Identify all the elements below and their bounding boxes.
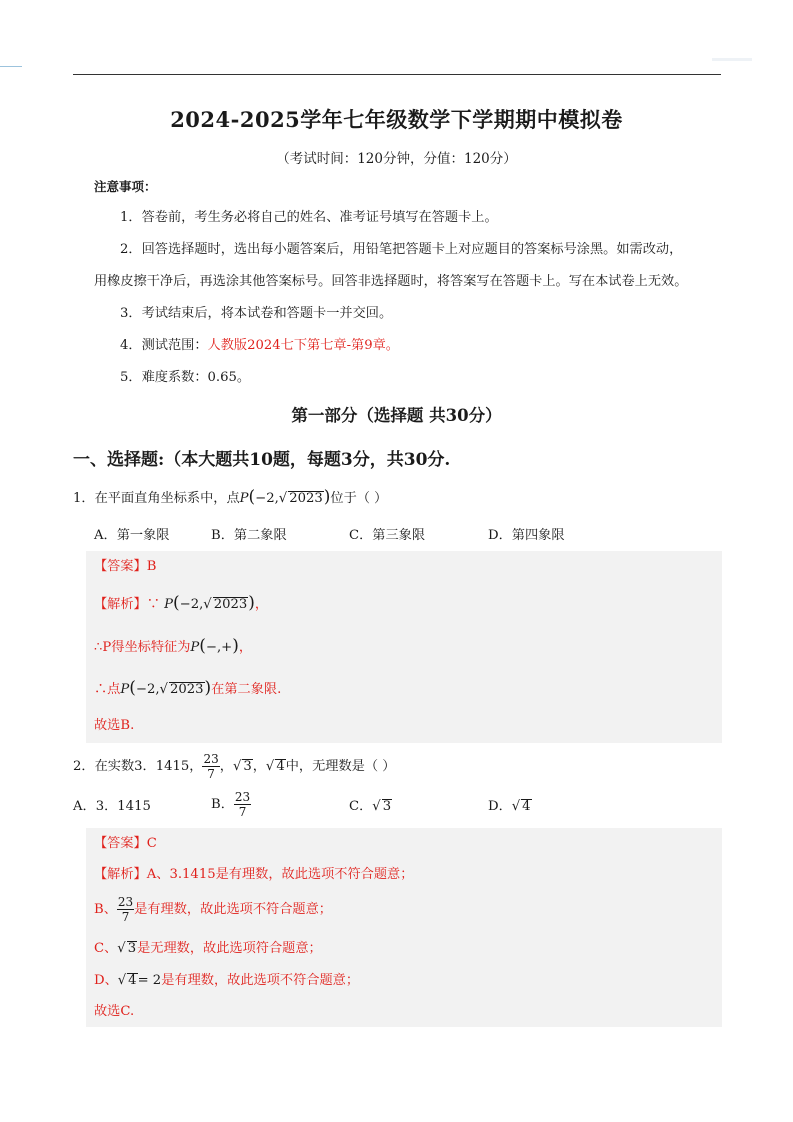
- coord-x: −2,: [255, 491, 279, 506]
- point-label: P: [190, 640, 200, 655]
- separator: ，: [252, 759, 266, 774]
- note-item-range: [120, 337, 399, 355]
- radicand: 2023: [169, 682, 204, 697]
- analysis-2-line4: D、√ 4= 2是有理数，故此选项不符合题意；: [94, 973, 360, 988]
- fraction-numerator: 23: [234, 790, 251, 804]
- point-label: P: [164, 597, 174, 612]
- corner-mark: [0, 66, 22, 67]
- analysis-text: 是无理数，故此选项符合题意；: [137, 941, 322, 956]
- option-b: [211, 790, 251, 819]
- fraction: [202, 752, 219, 781]
- option-a: A．第一象限: [94, 528, 170, 543]
- analysis-tag: 【解析】∵: [94, 597, 160, 612]
- analysis-text: 是有理数，故此选项不符合题意；: [134, 902, 332, 917]
- fraction: [117, 895, 134, 924]
- conclusion-2: 故选C.: [94, 1004, 135, 1019]
- separator: ，: [219, 759, 233, 774]
- note-item: 3．考试结束后，将本试卷和答题卡一并交回。: [120, 306, 393, 321]
- analysis-2-line1: 【解析】A、3.1415是有理数，故此选项不符合题意；: [94, 867, 414, 882]
- conclusion-1: 故选B.: [94, 718, 135, 733]
- analysis-text: 是有理数，故此选项不符合题意；: [161, 973, 360, 988]
- answer-1: 【答案】B: [94, 559, 157, 574]
- header-rule: [73, 74, 721, 75]
- question-1-text: 1．在平面直角坐标系中，点: [73, 491, 240, 506]
- note-item: 2．回答选择题时，选出每小题答案后，用铅笔把答题卡上对应题目的答案标号涂黑。如需改动，: [120, 242, 683, 257]
- question-1-suffix: 位于（ ）: [330, 491, 388, 506]
- point-label: P: [239, 491, 249, 506]
- option-label: C、: [94, 941, 118, 956]
- question-2-stem: 2．在实数3．1415， $\frac{23}{7}$ ，√ 3，√ 4中，无理数是（ ）: [73, 752, 396, 781]
- notes-heading: 注意事项：: [94, 179, 157, 194]
- note-item-range-value: 人教版2024七下第七章-第9章。: [207, 338, 399, 353]
- analysis-1-line1: 【解析】∵ P(−2,√ 2023)，: [94, 593, 269, 613]
- question-2-suffix: 中，无理数是（ ）: [285, 759, 396, 774]
- question-2-text: 2．在实数3．1415，: [73, 759, 203, 774]
- comma: ，: [238, 640, 253, 655]
- option-label: B、: [94, 902, 117, 917]
- watermark-mark: [712, 58, 752, 61]
- page-subtitle: （考试时间：120分钟，分值：120分）: [276, 151, 517, 167]
- fraction: [234, 790, 251, 819]
- fraction-numerator: 23: [117, 895, 134, 909]
- analysis-text: 在第二象限.: [211, 682, 282, 697]
- coord-x: −2,: [135, 682, 160, 697]
- radicand: 3: [243, 759, 252, 774]
- page-title: 2024-2025学年七年级数学下学期期中模拟卷: [170, 107, 623, 132]
- fraction-denominator: 7: [238, 805, 247, 819]
- radicand: 2023: [213, 597, 248, 612]
- option-label: D、: [94, 973, 118, 988]
- radicand: 3: [127, 941, 137, 956]
- radicand: 4: [128, 973, 137, 988]
- note-item: 1．答卷前，考生务必将自己的姓名、准考证号填写在答题卡上。: [120, 210, 498, 225]
- radicand: 3: [382, 799, 392, 814]
- comma: ，: [254, 597, 269, 612]
- option-a: A．3．1415: [73, 799, 151, 814]
- answer-2: 【答案】C: [94, 836, 157, 851]
- fraction-denominator: 7: [207, 767, 215, 781]
- fraction-numerator: 23: [203, 752, 219, 766]
- part-title: 一、选择题:（本大题共10题，每题3分，共30分.: [73, 450, 451, 470]
- fraction-denominator: 7: [121, 910, 130, 924]
- note-item-range-label: 4．测试范围：: [120, 338, 208, 353]
- option-d: D．第四象限: [488, 528, 565, 543]
- point-label: P: [120, 682, 130, 697]
- sign-pair: −,+: [205, 640, 233, 655]
- note-item: 用橡皮擦干净后，再选涂其他答案标号。回答非选择题时，将答案写在答题卡上。写在本试卷上无效。: [94, 274, 688, 289]
- radicand: 2023: [289, 491, 323, 506]
- analysis-text: ∴P得坐标特征为: [94, 640, 191, 655]
- answer-box-2: [86, 828, 722, 1027]
- radicand: 4: [276, 759, 285, 774]
- analysis-2-line3: C、√ 3是无理数，故此选项符合题意；: [94, 941, 322, 956]
- analysis-1-line3: ∴点P(−2,√ 2023)在第二象限.: [94, 678, 282, 698]
- option-d: D．√ 4: [488, 799, 531, 814]
- section-title: 第一部分（选择题 共30分）: [291, 406, 502, 425]
- radicand: 4: [522, 799, 531, 814]
- note-item: 5．难度系数：0.65。: [120, 370, 251, 385]
- analysis-1-line2: ∴P得坐标特征为P(−,+)，: [94, 636, 253, 656]
- analysis-text: ∴点: [94, 682, 121, 697]
- option-label: D．: [488, 799, 512, 814]
- option-label: B．: [211, 797, 234, 812]
- equation-result: = 2: [137, 973, 162, 988]
- coord-x: −2,: [179, 597, 204, 612]
- option-label: C．: [349, 799, 373, 814]
- option-c: C．√ 3: [349, 799, 392, 814]
- analysis-2-line2: [94, 895, 332, 924]
- option-c: C．第三象限: [349, 528, 426, 543]
- option-b: B．第二象限: [211, 528, 287, 543]
- question-1-stem: 1．在平面直角坐标系中，点P(−2,√ 2023)位于（ ）: [73, 487, 388, 507]
